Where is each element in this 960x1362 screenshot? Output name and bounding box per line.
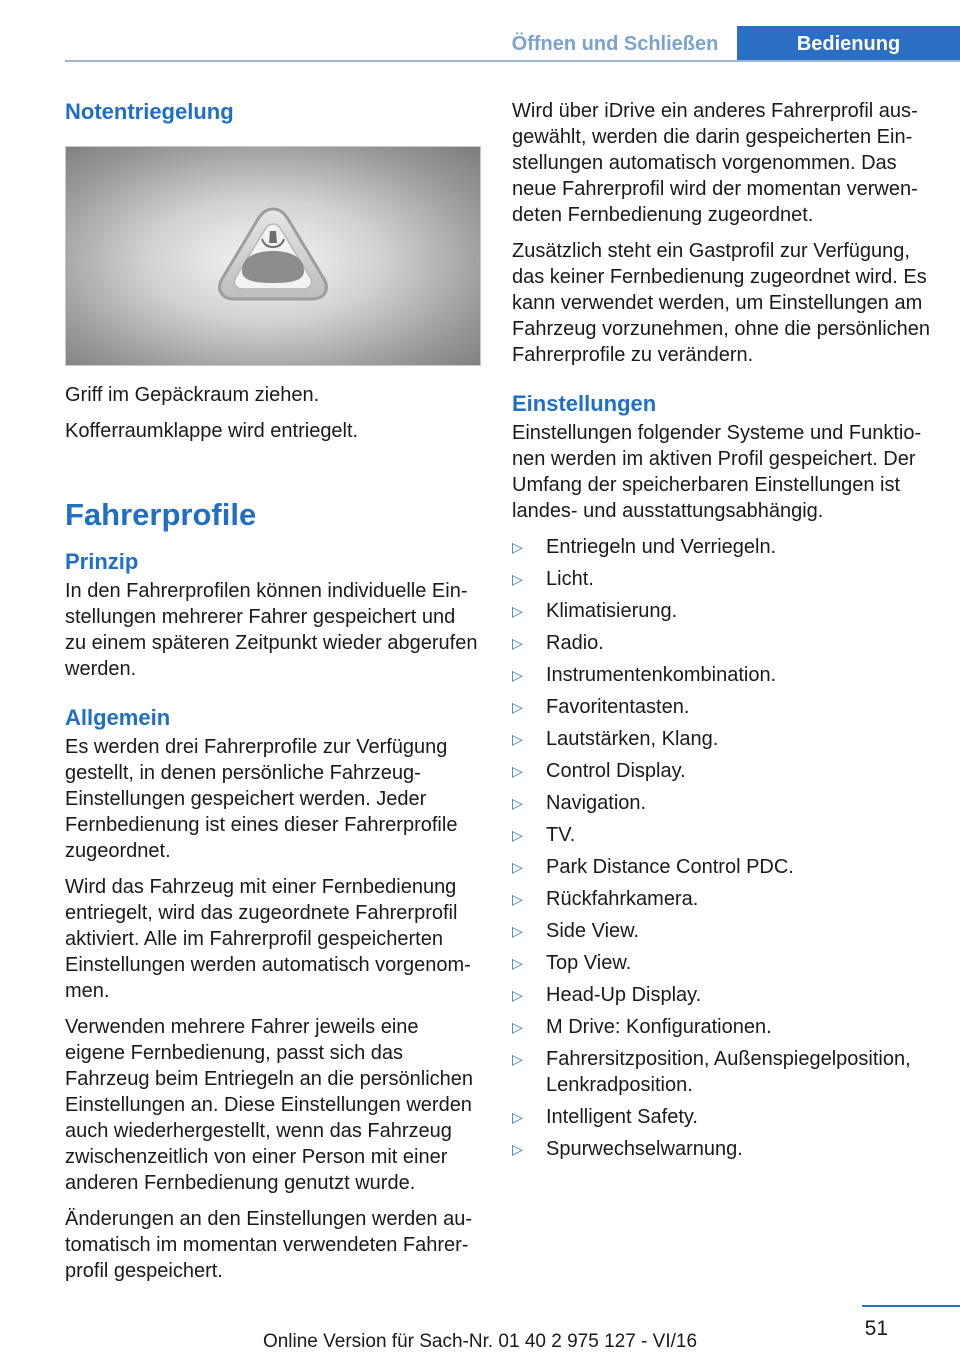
bullet-triangle-icon: ▷ [512, 923, 523, 939]
bullet-triangle-icon: ▷ [512, 667, 523, 683]
list-item [512, 662, 932, 688]
footer-divider [862, 1305, 960, 1307]
list-item [512, 566, 932, 592]
notentriegelung-heading: Notentriegelung [65, 99, 234, 124]
list-item-text: Rückfahrkamera. [546, 888, 699, 910]
trunk-release-figure [65, 146, 481, 366]
bullet-triangle-icon: ▷ [512, 891, 523, 907]
allgemein-heading: Allgemein [65, 705, 171, 730]
list-item [512, 630, 932, 656]
bullet-triangle-icon: ▷ [512, 731, 523, 747]
bullet-triangle-icon: ▷ [512, 827, 523, 843]
bullet-triangle-icon: ▷ [512, 699, 523, 715]
list-item-text: M Drive: Konfigurationen. [546, 1016, 772, 1038]
header-chapter-tab: Bedienung [737, 26, 960, 62]
list-item-text: Control Display. [546, 760, 686, 782]
list-item-text: Fahrersitzposition, Außenspiegelposition, Lenkradposition. [546, 1048, 911, 1096]
paragraph: Wird das Fahrzeug mit einer Fernbedienung entriegelt, wird das zugeordnete Fahrerprofil aktiviert. Alle im Fahrerprofil gespeicherten Einstellungen werden automatisch vorgenommen. [65, 876, 471, 1002]
list-item [512, 1014, 932, 1040]
list-item [512, 598, 932, 624]
page-number: 51 [864, 1317, 888, 1340]
list-item [512, 982, 932, 1008]
left-column [65, 98, 481, 1294]
paragraph: Es werden drei Fahrerprofile zur Verfügung gestellt, in denen persönliche Fahrzeug-Einstellungen gespeichert werden. Jeder Fernbedienung ist eines dieser Fahrerprofile zugeordnet. [65, 736, 458, 862]
list-item [512, 694, 932, 720]
trunk-release-handle-icon [66, 147, 480, 365]
paragraph: Einstellungen folgender Systeme und Funktionen werden im aktiven Profil gespeichert. Der Umfang der speicherbaren Einstellungen ist landes- und ausstattungsabhängig. [512, 422, 922, 522]
bullet-triangle-icon: ▷ [512, 1051, 523, 1067]
list-item [512, 1046, 932, 1098]
list-item-text: TV. [546, 824, 576, 846]
list-item [512, 758, 932, 784]
list-item-text: Klimatisierung. [546, 600, 678, 622]
paragraph: Verwenden mehrere Fahrer jeweils eine eigene Fernbedienung, passt sich das Fahrzeug beim Entriegeln an die persönlichen Einstellungen an. Diese Einstellungen werden auch wiederhergestellt, wenn das Fahrzeug zwischenzeitlich von einer Person mit einer anderen Fernbedienung genutzt wurde. [65, 1016, 474, 1194]
header-section-tab: Öffnen und Schließen [511, 32, 719, 55]
list-item [512, 950, 932, 976]
list-item-text: Radio. [546, 632, 604, 654]
bullet-triangle-icon: ▷ [512, 603, 523, 619]
list-item-text: Favoritentasten. [546, 696, 690, 718]
paragraph: Griff im Gepäckraum ziehen. [65, 384, 320, 406]
right-column [512, 98, 932, 1168]
list-item-text: Lautstärken, Klang. [546, 728, 719, 750]
list-item-text: Head-Up Display. [546, 984, 702, 1006]
bullet-triangle-icon: ▷ [512, 539, 523, 555]
list-item [512, 854, 932, 880]
bullet-triangle-icon: ▷ [512, 763, 523, 779]
list-item-text: Entriegeln und Verriegeln. [546, 536, 777, 558]
list-item [512, 822, 932, 848]
list-item-text: Navigation. [546, 792, 647, 814]
list-item [512, 886, 932, 912]
bullet-triangle-icon: ▷ [512, 987, 523, 1003]
list-item [512, 1104, 932, 1130]
list-item [512, 726, 932, 752]
bullet-triangle-icon: ▷ [512, 1019, 523, 1035]
paragraph: Wird über iDrive ein anderes Fahrerprofil ausgewählt, werden die darin gespeicherten Einstellungen automatisch vorgenommen. Das neue Fahrerprofil wird der momentan verwendeten Fernbedienung zugeordnet. [512, 100, 918, 226]
list-item [512, 1136, 932, 1162]
bullet-triangle-icon: ▷ [512, 635, 523, 651]
list-item-text: Park Distance Control PDC. [546, 856, 794, 878]
list-item [512, 534, 932, 560]
list-item-text: Spurwechselwarnung. [546, 1138, 743, 1160]
paragraph: Kofferraumklappe wird entriegelt. [65, 420, 359, 442]
paragraph: Änderungen an den Einstellungen werden automatisch im momentan verwendeten Fahrerprofil gespeichert. [65, 1208, 472, 1282]
list-item-text: Top View. [546, 952, 632, 974]
bullet-triangle-icon: ▷ [512, 1109, 523, 1125]
list-item-text: Licht. [546, 568, 594, 590]
list-item-text: Intelligent Safety. [546, 1106, 698, 1128]
bullet-triangle-icon: ▷ [512, 795, 523, 811]
einstellungen-heading: Einstellungen [512, 391, 657, 416]
paragraph: In den Fahrerprofilen können individuelle Einstellungen mehrerer Fahrer gespeichert und zu einem späteren Zeitpunkt wieder abgerufen werden. [65, 580, 478, 680]
bullet-triangle-icon: ▷ [512, 955, 523, 971]
bullet-triangle-icon: ▷ [512, 1141, 523, 1157]
list-item [512, 918, 932, 944]
fahrerprofile-heading: Fahrerprofile [65, 497, 257, 532]
paragraph: Zusätzlich steht ein Gastprofil zur Verfügung, das keiner Fernbedienung zugeordnet wird. Es kann verwendet werden, um Einstellungen am Fahrzeug vorzunehmen, ohne die persönlichen Fahrerprofile zu verändern. [512, 240, 931, 366]
list-item-text: Instrumentenkombination. [546, 664, 777, 686]
list-item-text: Side View. [546, 920, 640, 942]
list-item [512, 790, 932, 816]
prinzip-heading: Prinzip [65, 549, 139, 574]
footer-online-version: Online Version für Sach-Nr. 01 40 2 975 127 - VI/16 [262, 1331, 698, 1352]
settings-list [512, 534, 932, 1162]
bullet-triangle-icon: ▷ [512, 859, 523, 875]
bullet-triangle-icon: ▷ [512, 571, 523, 587]
header-divider [65, 60, 960, 62]
